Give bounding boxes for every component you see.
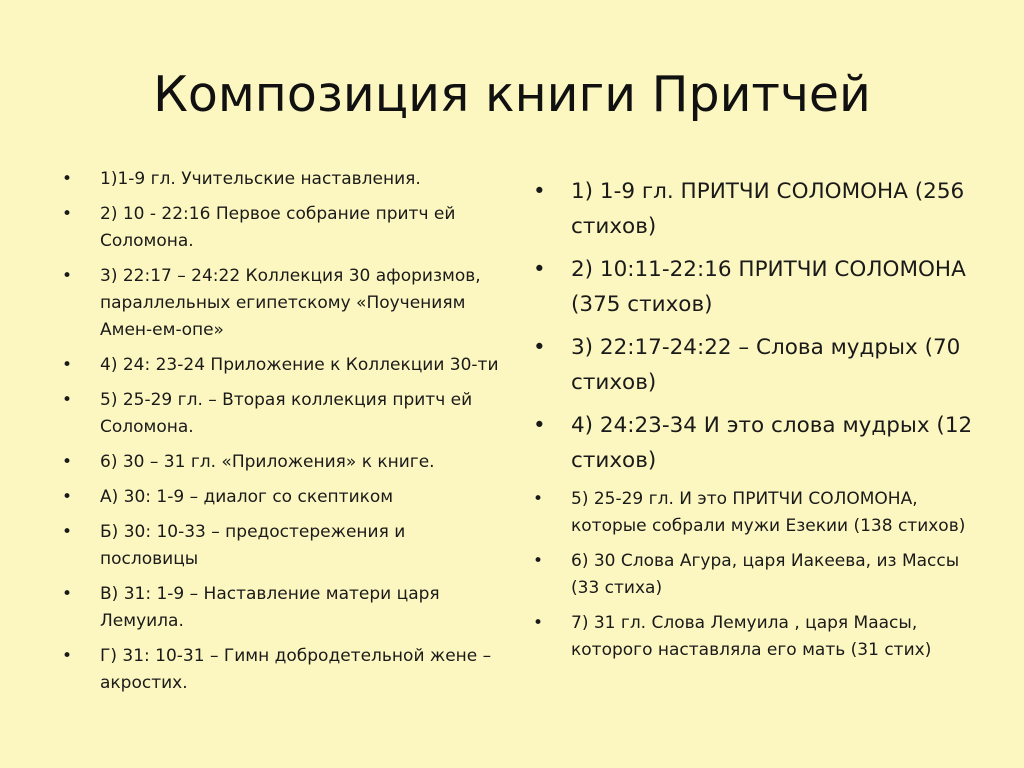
list-item-text: 2) 10:11-22:16 ПРИТЧИ СОЛОМОНА (375 стихов)	[571, 257, 966, 317]
bullet-icon: •	[533, 489, 544, 509]
list-item	[533, 548, 973, 602]
list-item-text: 5) 25-29 гл. И это ПРИТЧИ СОЛОМОНА, которые собрали мужи Езекии (138 стихов)	[571, 489, 966, 536]
list-item-text: 5) 25-29 гл. – Вторая коллекция притч ей Соломона.	[100, 390, 473, 437]
list-item-text: 3) 22:17-24:22 – Слова мудрых (70 стихов)	[571, 335, 961, 395]
list-item	[62, 519, 502, 573]
bullet-icon: •	[62, 390, 73, 410]
list-item	[533, 486, 973, 540]
bullet-icon: •	[533, 179, 546, 204]
bullet-icon: •	[62, 522, 73, 542]
bullet-icon: •	[62, 584, 73, 604]
list-item-text: В) 31: 1-9 – Наставление матери царя Лемуила.	[100, 584, 440, 631]
list-item-text: 4) 24: 23-24 Приложение к Коллекции 30-ти	[100, 355, 499, 375]
list-item	[533, 330, 973, 400]
list-item	[62, 352, 502, 379]
list-item	[533, 610, 973, 664]
bullet-icon: •	[62, 646, 73, 666]
list-item	[62, 201, 502, 255]
bullet-icon: •	[62, 355, 73, 375]
list-item-text: 1)1-9 гл. Учительские наставления.	[100, 169, 421, 189]
left-column-list	[62, 166, 502, 705]
bullet-icon: •	[62, 169, 73, 189]
list-item	[62, 166, 502, 193]
list-item-text: Г) 31: 10-31 – Гимн добродетельной жене – акростих.	[100, 646, 492, 693]
bullet-icon: •	[533, 551, 544, 571]
list-item	[62, 263, 502, 344]
list-item	[533, 174, 973, 244]
list-item-text: 6) 30 – 31 гл. «Приложения» к книге.	[100, 452, 435, 472]
list-item-text: Б) 30: 10-33 – предостережения и пословицы	[100, 522, 406, 569]
list-item	[62, 581, 502, 635]
bullet-icon: •	[62, 266, 73, 286]
list-item	[62, 643, 502, 697]
list-item-text: 1) 1-9 гл. ПРИТЧИ СОЛОМОНА (256 стихов)	[571, 179, 965, 239]
list-item	[62, 484, 502, 511]
list-item-text: 6) 30 Слова Агура, царя Иакеева, из Массы (33 стиха)	[571, 551, 960, 598]
right-column-list	[533, 174, 973, 672]
list-item-text: А) 30: 1-9 – диалог со скептиком	[100, 487, 394, 507]
bullet-icon: •	[62, 452, 73, 472]
list-item	[62, 387, 502, 441]
bullet-icon: •	[533, 257, 546, 282]
list-item-text: 4) 24:23-34 И это слова мудрых (12 стихов)	[571, 413, 973, 473]
bullet-icon: •	[62, 204, 73, 224]
list-item	[533, 252, 973, 322]
list-item	[533, 408, 973, 478]
list-item-text: 2) 10 - 22:16 Первое собрание притч ей Соломона.	[100, 204, 456, 251]
list-item	[62, 449, 502, 476]
slide-title: Композиция книги Притчей	[153, 66, 871, 123]
list-item-text: 7) 31 гл. Слова Лемуила , царя Маасы, которого наставляла его мать (31 стих)	[571, 613, 932, 660]
list-item-text: 3) 22:17 – 24:22 Коллекция 30 афоризмов, параллельных египетскому «Поучениям Амен-ем-опе»	[100, 266, 481, 340]
bullet-icon: •	[62, 487, 73, 507]
bullet-icon: •	[533, 613, 544, 633]
bullet-icon: •	[533, 413, 546, 438]
bullet-icon: •	[533, 335, 546, 360]
